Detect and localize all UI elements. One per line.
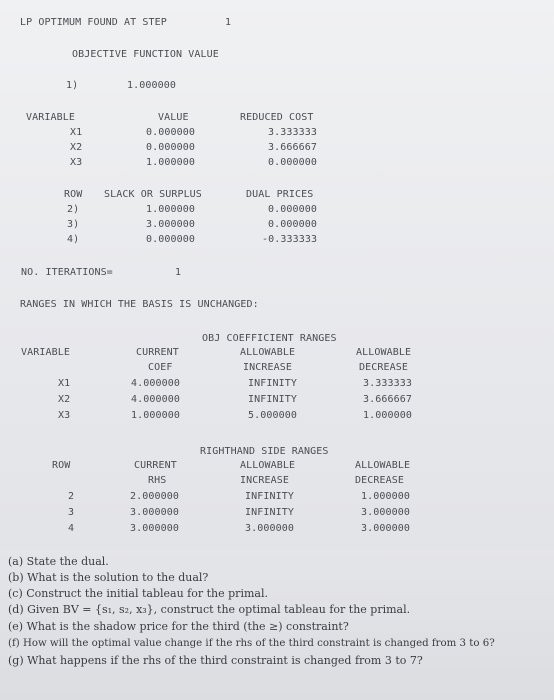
status-step: 1	[225, 17, 232, 28]
rhs-col-increase: INCREASE	[240, 475, 289, 486]
obj-col-increase: INCREASE	[243, 362, 292, 373]
obj-row-current: 1.000000	[131, 410, 180, 421]
variable-value: 0.000000	[146, 142, 195, 153]
rhs-row-label: 2	[68, 491, 75, 502]
rhs-ranges-title: RIGHTHAND SIDE RANGES	[200, 446, 329, 457]
variable-value: 0.000000	[146, 127, 195, 138]
row-label: 3)	[67, 219, 80, 230]
obj-col-current: CURRENT	[136, 347, 179, 358]
row-dual: 0.000000	[268, 204, 317, 215]
rhs-col-decrease: DECREASE	[355, 475, 404, 486]
row-slack: 1.000000	[146, 204, 195, 215]
rows-col-slack: SLACK OR SURPLUS	[104, 189, 202, 200]
obj-col-allowable-dec: ALLOWABLE	[356, 347, 412, 358]
variable-reduced: 3.666667	[268, 142, 317, 153]
rhs-row-inc: INFINITY	[245, 491, 294, 502]
question-d: (d) Given BV = {s₁, s₂, x₃}, construct the optimal tableau for the primal.	[8, 603, 411, 616]
obj-row-inc: INFINITY	[248, 394, 297, 405]
question-a: (a) State the dual.	[8, 555, 109, 568]
obj-row-dec: 3.666667	[363, 394, 412, 405]
variables-col-variable: VARIABLE	[26, 112, 75, 123]
variable-name: X3	[70, 157, 83, 168]
ranges-heading: RANGES IN WHICH THE BASIS IS UNCHANGED:	[20, 299, 259, 310]
variables-col-reduced: REDUCED COST	[240, 112, 314, 123]
obj-row-current: 4.000000	[131, 394, 180, 405]
row-label: 2)	[67, 204, 80, 215]
question-b: (b) What is the solution to the dual?	[8, 571, 209, 584]
rhs-row-current: 2.000000	[130, 491, 179, 502]
status-title: LP OPTIMUM FOUND AT STEP	[20, 17, 167, 28]
iterations-label: NO. ITERATIONS=	[21, 267, 113, 278]
obj-row-dec: 3.333333	[363, 378, 412, 389]
obj-row-name: X3	[58, 410, 71, 421]
row-label: 4)	[67, 234, 80, 245]
obj-col-decrease: DECREASE	[359, 362, 408, 373]
obj-row-inc: 5.000000	[248, 410, 297, 421]
rhs-row-dec: 1.000000	[361, 491, 410, 502]
rows-col-dual: DUAL PRICES	[246, 189, 314, 200]
variable-name: X1	[70, 127, 83, 138]
rows-col-row: ROW	[64, 189, 83, 200]
rhs-row-inc: INFINITY	[245, 507, 294, 518]
rhs-col-rhs: RHS	[148, 475, 167, 486]
objective-value: 1.000000	[127, 80, 176, 91]
variable-reduced: 3.333333	[268, 127, 317, 138]
rhs-row-label: 3	[68, 507, 75, 518]
variables-col-value: VALUE	[158, 112, 189, 123]
rhs-row-current: 3.000000	[130, 507, 179, 518]
rhs-row-dec: 3.000000	[361, 523, 410, 534]
obj-ranges-title: OBJ COEFFICIENT RANGES	[202, 333, 337, 344]
row-dual: -0.333333	[262, 234, 318, 245]
rhs-col-current: CURRENT	[134, 460, 177, 471]
row-slack: 3.000000	[146, 219, 195, 230]
rhs-row-inc: 3.000000	[245, 523, 294, 534]
objective-row-label: 1)	[66, 80, 79, 91]
obj-row-current: 4.000000	[131, 378, 180, 389]
variable-value: 1.000000	[146, 157, 195, 168]
iterations-value: 1	[175, 267, 182, 278]
rhs-col-allowable-dec: ALLOWABLE	[355, 460, 411, 471]
rhs-row-current: 3.000000	[130, 523, 179, 534]
obj-col-allowable-inc: ALLOWABLE	[240, 347, 296, 358]
rhs-row-dec: 3.000000	[361, 507, 410, 518]
obj-row-inc: INFINITY	[248, 378, 297, 389]
rhs-row-label: 4	[68, 523, 75, 534]
rhs-col-row: ROW	[52, 460, 71, 471]
obj-row-name: X1	[58, 378, 71, 389]
variable-reduced: 0.000000	[268, 157, 317, 168]
question-g: (g) What happens if the rhs of the third constraint is changed from 3 to 7?	[8, 654, 423, 667]
question-e: (e) What is the shadow price for the third (the ≥) constraint?	[8, 620, 349, 633]
obj-col-variable: VARIABLE	[21, 347, 70, 358]
objective-heading: OBJECTIVE FUNCTION VALUE	[72, 49, 219, 60]
question-c: (c) Construct the initial tableau for the primal.	[8, 587, 268, 600]
row-slack: 0.000000	[146, 234, 195, 245]
obj-col-coef: COEF	[148, 362, 173, 373]
row-dual: 0.000000	[268, 219, 317, 230]
variable-name: X2	[70, 142, 83, 153]
rhs-col-allowable-inc: ALLOWABLE	[240, 460, 296, 471]
obj-row-name: X2	[58, 394, 71, 405]
obj-row-dec: 1.000000	[363, 410, 412, 421]
question-f: (f) How will the optimal value change if the rhs of the third constraint is changed from 3 to 6?	[8, 638, 495, 649]
